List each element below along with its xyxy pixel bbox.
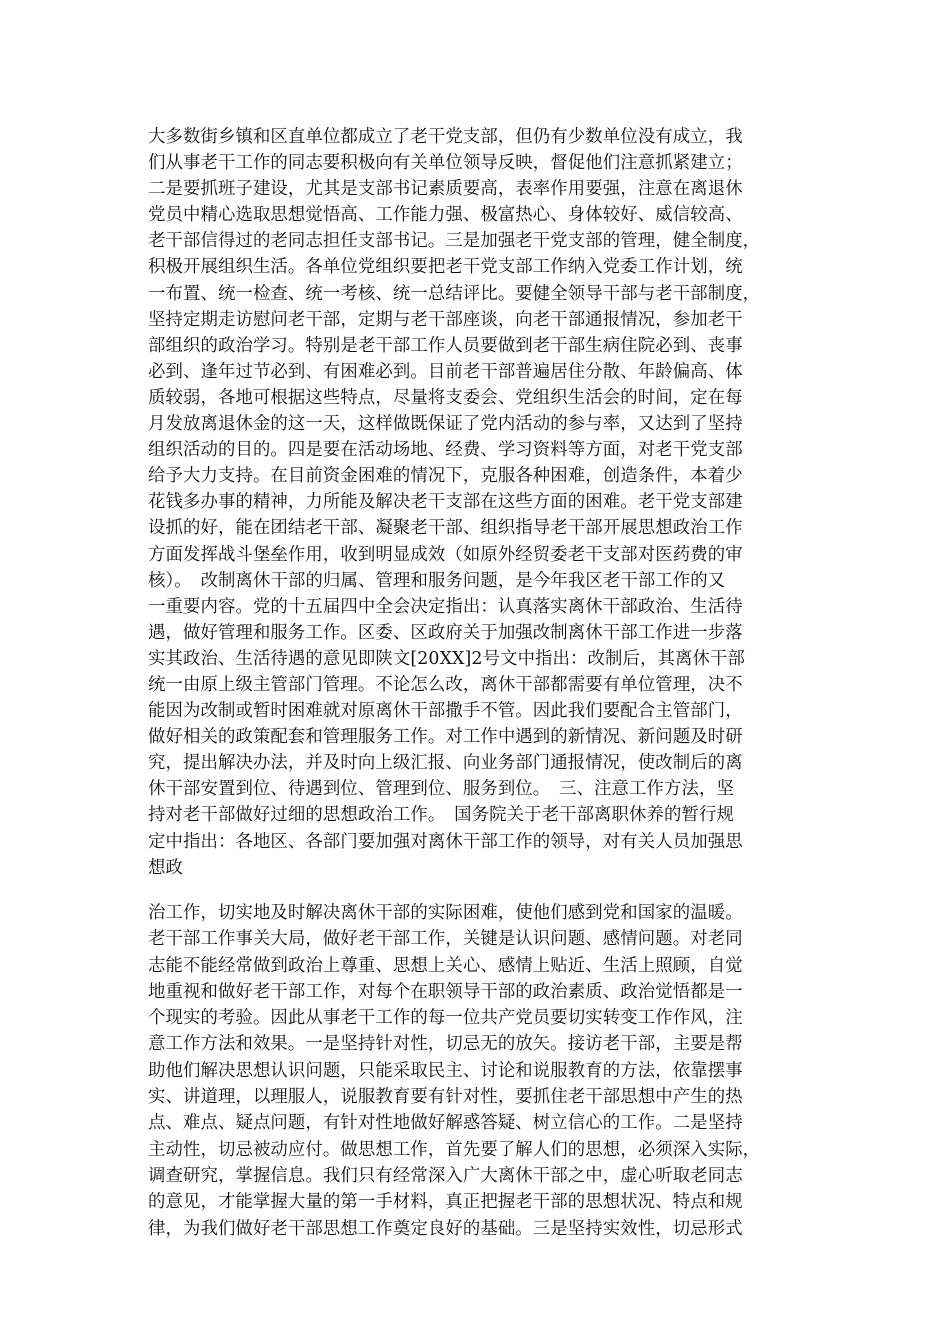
text-line: 做好相关的政策配套和管理服务工作。对工作中遇到的新情况、新问题及时研 xyxy=(148,727,743,748)
text-line: 积极开展组织生活。各单位党组织要把老干党支部工作纳入党委工作计划，统 xyxy=(148,257,743,278)
text-line: 老干部信得过的老同志担任支部书记。三是加强老干党支部的管理，健全制度， xyxy=(148,231,761,252)
text-line: 个现实的考验。因此从事老干工作的每一位共产党员要切实转变工作作风，注 xyxy=(148,1008,743,1029)
text-line: 持对老干部做好过细的思想政治工作。 国务院关于老干部离职休养的暂行规 xyxy=(148,805,734,826)
text-line: 想政 xyxy=(148,857,183,878)
text-line: 必到、逢年过节必到、有困难必到。目前老干部普遍居住分散、年龄偏高、体 xyxy=(148,361,743,382)
text-line: 们从事老干工作的同志要积极向有关单位领导反映，督促他们注意抓紧建立； xyxy=(148,153,743,174)
text-line: 地重视和做好老干部工作，对每个在职领导干部的政治素质、政治觉悟都是一 xyxy=(148,981,743,1002)
text-line: 方面发挥战斗堡垒作用，收到明显成效（如原外经贸委老干支部对医药费的审 xyxy=(148,544,743,565)
text-line: 定中指出：各地区、各部门要加强对离休干部工作的领导，对有关人员加强思 xyxy=(148,831,743,852)
text-line: 质较弱，各地可根据这些特点，尽量将支委会、党组织生活会的时间，定在每 xyxy=(148,387,743,408)
text-line: 助他们解决思想认识问题，只能采取民主、讨论和说服教育的方法，依靠摆事 xyxy=(148,1060,743,1081)
text-line: 律，为我们做好老干部思想工作奠定良好的基础。三是坚持实效性，切忌形式 xyxy=(148,1218,743,1239)
text-line: 组织活动的目的。四是要在活动场地、经费、学习资料等方面，对老干党支部 xyxy=(148,440,743,461)
text-line: 花钱多办事的精神，力所能及解决老干支部在这些方面的困难。老干党支部建 xyxy=(148,492,743,513)
text-line: 党员中精心选取思想觉悟高、工作能力强、极富热心、身体较好、威信较高、 xyxy=(148,205,743,226)
text-line: 究，提出解决办法，并及时向上级汇报、向业务部门通报情况，使改制后的离 xyxy=(148,753,743,774)
text-line: 部组织的政治学习。特别是老干部工作人员要做到老干部生病住院必到、丧事 xyxy=(148,335,743,356)
text-line: 一布置、统一检查、统一考核、统一总结评比。要健全领导干部与老干部制度， xyxy=(148,283,761,304)
text-line: 主动性，切忌被动应付。做思想工作，首先要了解人们的思想，必须深入实际， xyxy=(148,1139,761,1160)
text-line: 治工作，切实地及时解决离休干部的实际困难，使他们感到党和国家的温暖。 xyxy=(148,903,743,923)
text-line: 给予大力支持。在目前资金困难的情况下，克服各种困难，创造条件，本着少 xyxy=(148,466,743,487)
text-line: 统一由原上级主管部门管理。不论怎么改，离休干部都需要有单位管理，决不 xyxy=(148,674,743,695)
text-line: 的意见，才能掌握大量的第一手材料，真正把握老干部的思想状况、特点和规 xyxy=(148,1192,743,1213)
text-line: 实、讲道理，以理服人，说服教育要有针对性，要抓住老干部思想中产生的热 xyxy=(148,1087,743,1108)
text-line: 能因为改制或暂时困难就对原离休干部撒手不管。因此我们要配合主管部门， xyxy=(148,701,743,722)
text-line: 意工作方法和效果。一是坚持针对性，切忌无的放矢。接访老干部，主要是帮 xyxy=(148,1034,743,1055)
text-line: 遇，做好管理和服务工作。区委、区政府关于加强改制离休干部工作进一步落 xyxy=(148,622,743,643)
text-line: 休干部安置到位、待遇到位、管理到位、服务到位。 三、注意工作方法，坚 xyxy=(148,779,734,800)
text-line: 老干部工作事关大局，做好老干部工作，关键是认识问题、感情问题。对老同 xyxy=(148,929,743,950)
text-block-upper xyxy=(148,124,808,881)
text-line: 实其政治、生活待遇的意见即陕文[20XX]2号文中指出：改制后，其离休干部 xyxy=(148,648,745,669)
text-line: 坚持定期走访慰问老干部，定期与老干部座谈，向老干部通报情况，参加老干 xyxy=(148,309,743,330)
text-line: 一重要内容。党的十五届四中全会决定指出：认真落实离休干部政治、生活待 xyxy=(148,596,743,617)
text-block-lower xyxy=(148,900,808,1242)
text-line: 志能不能经常做到政治上尊重、思想上关心、感情上贴近、生活上照顾，自觉 xyxy=(148,955,743,976)
text-line: 二是要抓班子建设，尤其是支部书记素质要高，表率作用要强，注意在离退休 xyxy=(148,179,743,200)
text-line: 设抓的好，能在团结老干部、凝聚老干部、组织指导老干部开展思想政治工作 xyxy=(148,518,743,539)
text-line: 调查研究，掌握信息。我们只有经常深入广大离休干部之中，虚心听取老同志 xyxy=(148,1165,743,1186)
text-line: 大多数街乡镇和区直单位都成立了老干党支部，但仍有少数单位没有成立，我 xyxy=(148,127,743,147)
text-line: 核）。 改制离休干部的归属、管理和服务问题，是今年我区老干部工作的又 xyxy=(148,570,726,591)
text-line: 月发放离退休金的这一天，这样做既保证了党内活动的参与率，又达到了坚持 xyxy=(148,414,743,435)
text-line: 点、难点、疑点问题，有针对性地做好解惑答疑、树立信心的工作。二是坚持 xyxy=(148,1113,743,1134)
